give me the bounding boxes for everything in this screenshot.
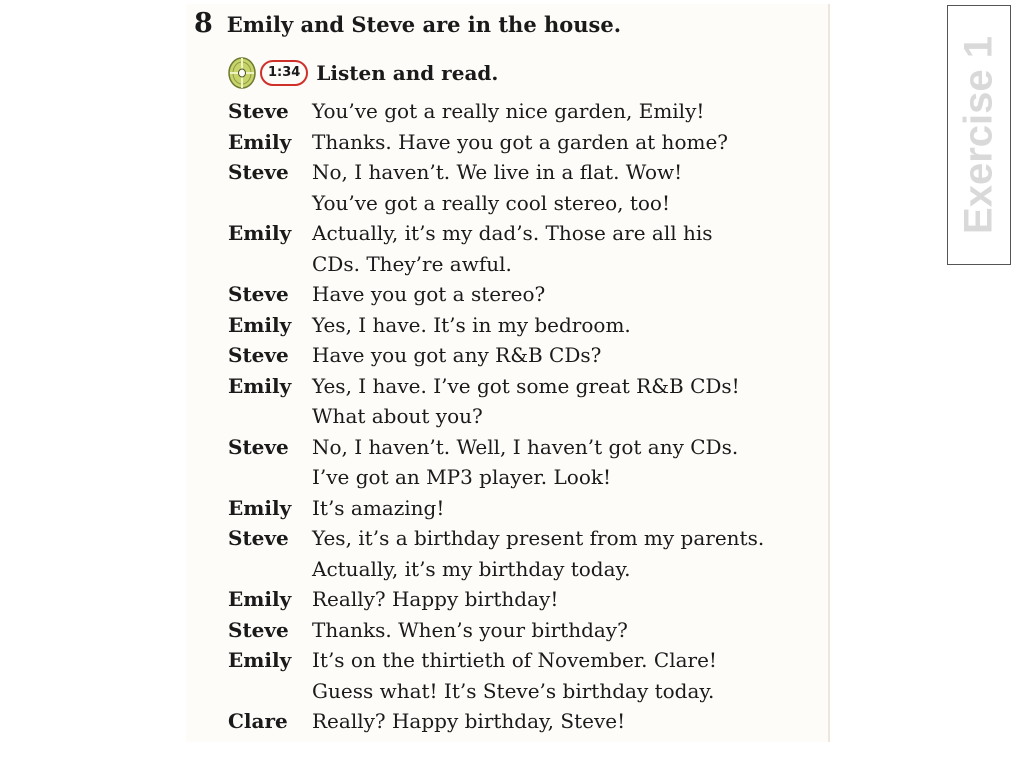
speaker-name: Steve (228, 434, 289, 459)
line-text: Actually, it’s my dad’s. Those are all his (312, 221, 713, 246)
line-text: CDs. They’re awful. (312, 251, 512, 276)
dialogue (228, 96, 764, 737)
speaker-name: Steve (228, 99, 289, 124)
exercise-title: Emily and Steve are in the house. (226, 12, 622, 37)
instruction-text: Listen and read. (316, 61, 499, 85)
dialogue-line (228, 401, 764, 432)
dialogue-line (228, 615, 764, 646)
speaker-name: Emily (228, 312, 292, 337)
line-text: No, I haven’t. We live in a flat. Wow! (312, 160, 683, 185)
speaker-name: Emily (228, 495, 292, 520)
line-text: Yes, I have. I’ve got some great R&B CDs! (312, 373, 740, 398)
line-text: Really? Happy birthday! (312, 587, 559, 612)
speaker-name: Emily (228, 587, 292, 612)
dialogue-line (228, 96, 764, 127)
dialogue-line (228, 310, 764, 341)
dialogue-line (228, 371, 764, 402)
line-text: I’ve got an MP3 player. Look! (312, 465, 612, 490)
line-text: What about you? (312, 404, 483, 429)
dialogue-line (228, 584, 764, 615)
speaker-name: Steve (228, 282, 289, 307)
line-text: Have you got a stereo? (312, 282, 546, 307)
dialogue-line (228, 157, 764, 188)
speaker-name: Clare (228, 709, 288, 734)
textbook-page (186, 4, 830, 742)
line-text: Have you got any R&B CDs? (312, 343, 602, 368)
speaker-name: Steve (228, 343, 289, 368)
dialogue-line (228, 645, 764, 676)
line-text: Actually, it’s my birthday today. (312, 556, 631, 581)
exercise-header (194, 8, 621, 48)
line-text: Yes, it’s a birthday present from my parents. (312, 526, 765, 551)
line-text: Guess what! It’s Steve’s birthday today. (312, 678, 715, 703)
dialogue-line (228, 188, 764, 219)
line-text: It’s amazing! (312, 495, 445, 520)
line-text: You’ve got a really cool stereo, too! (312, 190, 671, 215)
speaker-name: Emily (228, 648, 292, 673)
side-label-text: Exercise 1 (956, 36, 1001, 234)
speaker-name: Steve (228, 526, 289, 551)
line-text: No, I haven’t. Well, I haven’t got any CDs. (312, 434, 739, 459)
line-text: You’ve got a really nice garden, Emily! (312, 99, 705, 124)
speaker-name: Steve (228, 160, 289, 185)
line-text: Thanks. Have you got a garden at home? (312, 129, 729, 154)
speaker-name: Steve (228, 617, 289, 642)
line-text: Really? Happy birthday, Steve! (312, 709, 626, 734)
cd-audio-icon[interactable] (228, 56, 258, 90)
line-text: It’s on the thirtieth of November. Clare! (312, 648, 717, 673)
dialogue-line (228, 554, 764, 585)
dialogue-line (228, 676, 764, 707)
dialogue-line (228, 340, 764, 371)
dialogue-line (228, 706, 764, 737)
exercise-side-label (947, 5, 1011, 265)
audio-track-badge[interactable]: 1:34 (260, 60, 308, 86)
exercise-number: 8 (194, 8, 213, 39)
dialogue-line (228, 279, 764, 310)
dialogue-line (228, 127, 764, 158)
dialogue-line (228, 249, 764, 280)
line-text: Yes, I have. It’s in my bedroom. (312, 312, 631, 337)
dialogue-line (228, 218, 764, 249)
line-text: Thanks. When’s your birthday? (312, 617, 628, 642)
task-instruction-row (228, 56, 498, 90)
dialogue-line (228, 523, 764, 554)
dialogue-line (228, 493, 764, 524)
speaker-name: Emily (228, 129, 292, 154)
speaker-name: Emily (228, 221, 292, 246)
dialogue-line (228, 462, 764, 493)
speaker-name: Emily (228, 373, 292, 398)
dialogue-line (228, 432, 764, 463)
